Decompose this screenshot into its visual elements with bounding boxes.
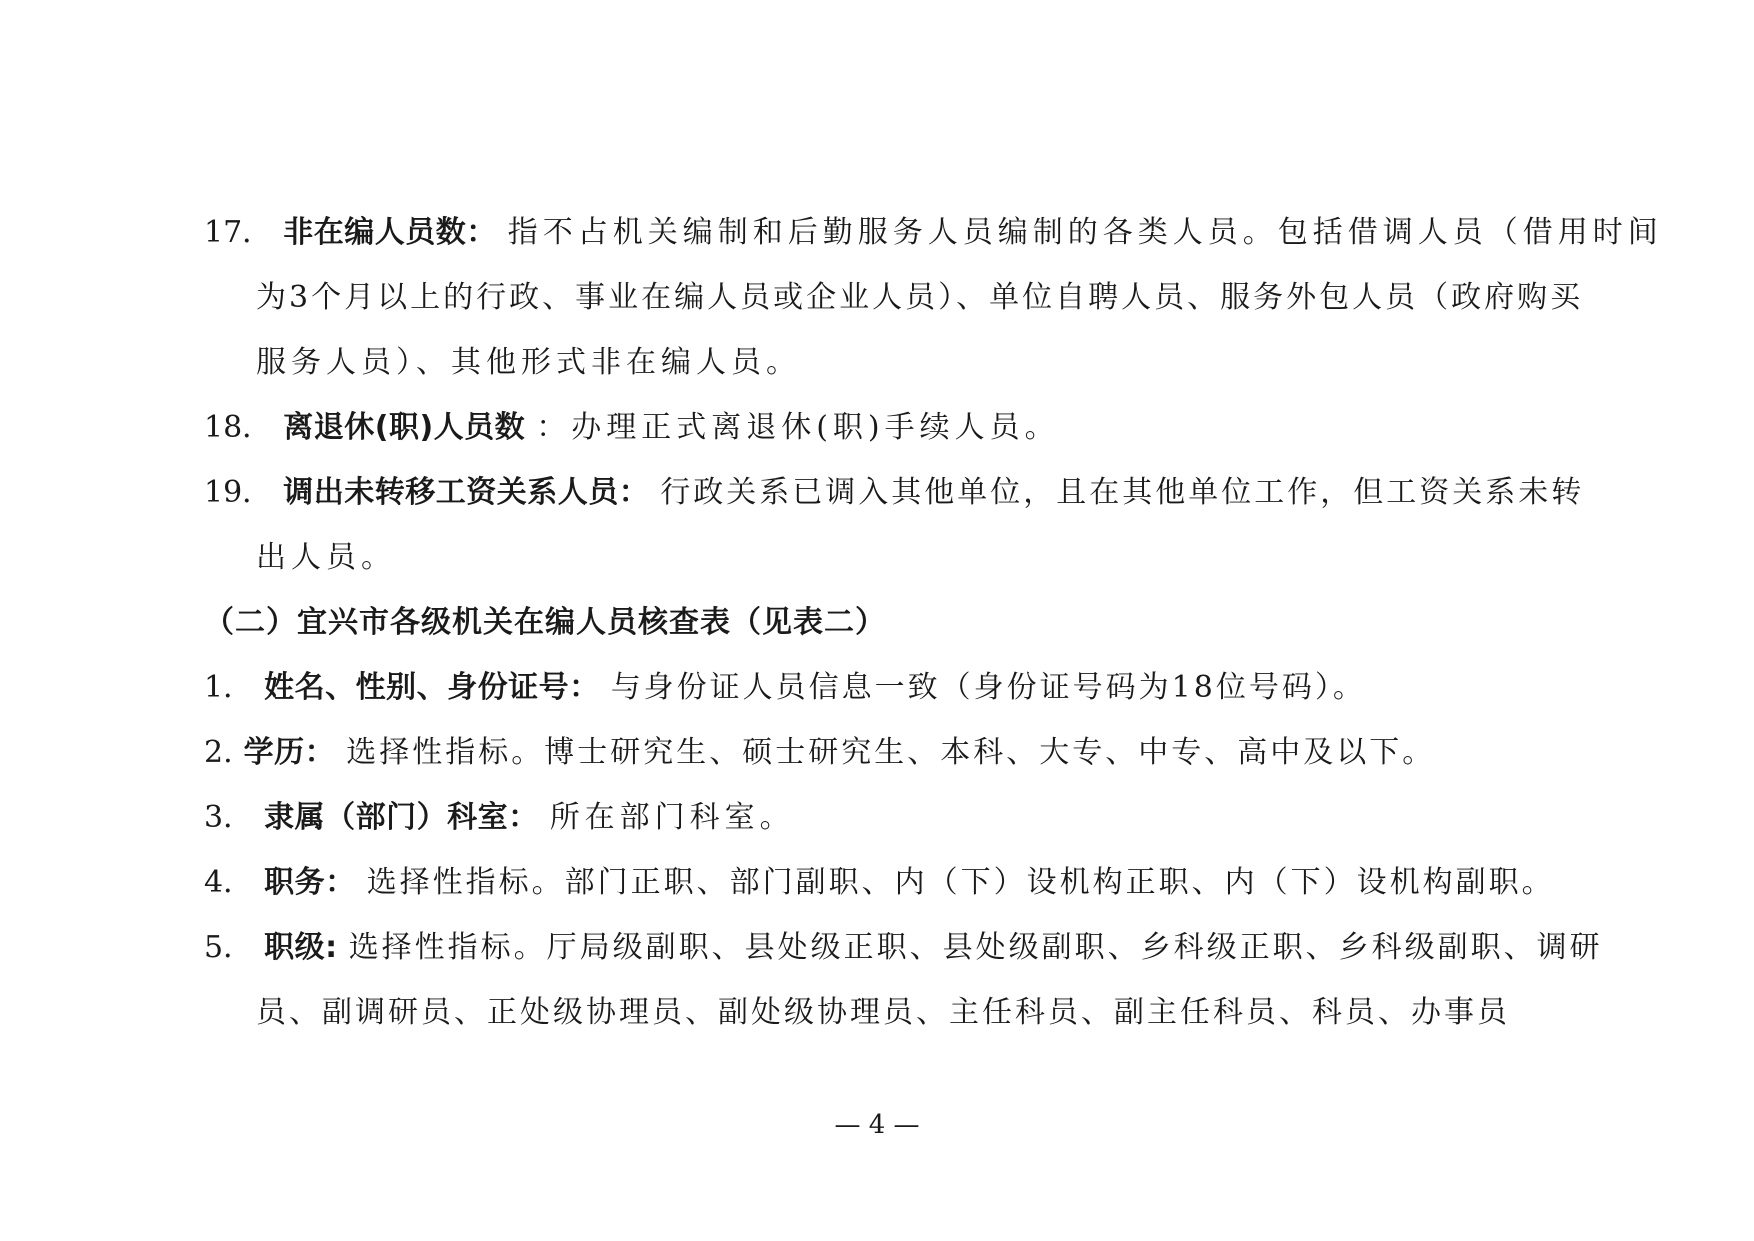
- item-description: 行政关系已调入其他单位，且在其他单位工作，但工资关系未转: [660, 475, 1585, 510]
- item-description-continued: 出人员。: [256, 540, 396, 575]
- item-17-line-3: [204, 330, 1614, 395]
- item-17-line-1: [204, 200, 1663, 265]
- item-17-line-2: [204, 265, 1614, 330]
- item-description: 选择性指标。博士研究生、硕士研究生、本科、大专、中专、高中及以下。: [346, 735, 1436, 770]
- section-item-3: [204, 785, 1614, 850]
- item-description: 与身份证人员信息一致（身份证号码为18位号码）。: [610, 670, 1366, 705]
- page-number: — 4 —: [834, 1110, 920, 1140]
- item-19-line-1: [204, 460, 1614, 525]
- item-number: 1．: [204, 670, 254, 705]
- item-number: 18．: [204, 410, 273, 445]
- item-term: 学历：: [243, 735, 336, 770]
- item-description-continued: 员、副调研员、正处级协理员、副处级协理员、主任科员、副主任科员、科员、办事员: [256, 995, 1510, 1030]
- item-description: 选择性指标。部门正职、部门副职、内（下）设机构正职、内（下）设机构副职。: [366, 865, 1555, 900]
- item-term: 姓名、性别、身份证号：: [264, 670, 600, 705]
- document-body: [204, 200, 1663, 1045]
- item-description-continued: 服务人员）、其他形式非在编人员。: [256, 345, 801, 380]
- item-term: 隶属（部门）科室：: [264, 800, 539, 835]
- item-description: 选择性指标。厅局级副职、县处级正职、县处级副职、乡科级正职、乡科级副职、调研: [348, 930, 1603, 965]
- item-term: 职级:: [264, 930, 338, 965]
- item-term: 离退休(职)人员数: [283, 410, 526, 445]
- item-description-continued: 为3个月以上的行政、事业在编人员或企业人员）、单位自聘人员、服务外包人员（政府购买: [256, 280, 1584, 315]
- item-term: 调出未转移工资关系人员：: [283, 475, 650, 510]
- section-item-5-line-1: [204, 915, 1614, 980]
- item-number: 3．: [204, 800, 254, 835]
- item-term: 职务：: [264, 865, 356, 900]
- section-heading: [204, 590, 1614, 655]
- section-heading-text: （二）宜兴市各级机关在编人员核查表（见表二）: [204, 605, 886, 640]
- section-item-2: [204, 720, 1614, 785]
- item-number: 4．: [204, 865, 254, 900]
- item-number: 2.: [204, 735, 233, 770]
- item-number: 5．: [204, 930, 254, 965]
- section-item-1: [204, 655, 1614, 720]
- item-18-line-1: [204, 395, 1614, 460]
- item-term: 非在编人员数：: [283, 215, 497, 250]
- section-item-4: [204, 850, 1614, 915]
- item-number: 17．: [204, 215, 273, 250]
- item-description: 指不占机关编制和后勤服务人员编制的各类人员。包括借调人员（借用时间: [507, 215, 1663, 250]
- item-description: ：办理正式离退休(职)手续人员。: [536, 410, 1060, 445]
- item-19-line-2: [204, 525, 1614, 590]
- item-number: 19．: [204, 475, 273, 510]
- section-item-5-line-2: [204, 980, 1614, 1045]
- item-description: 所在部门科室。: [549, 800, 795, 835]
